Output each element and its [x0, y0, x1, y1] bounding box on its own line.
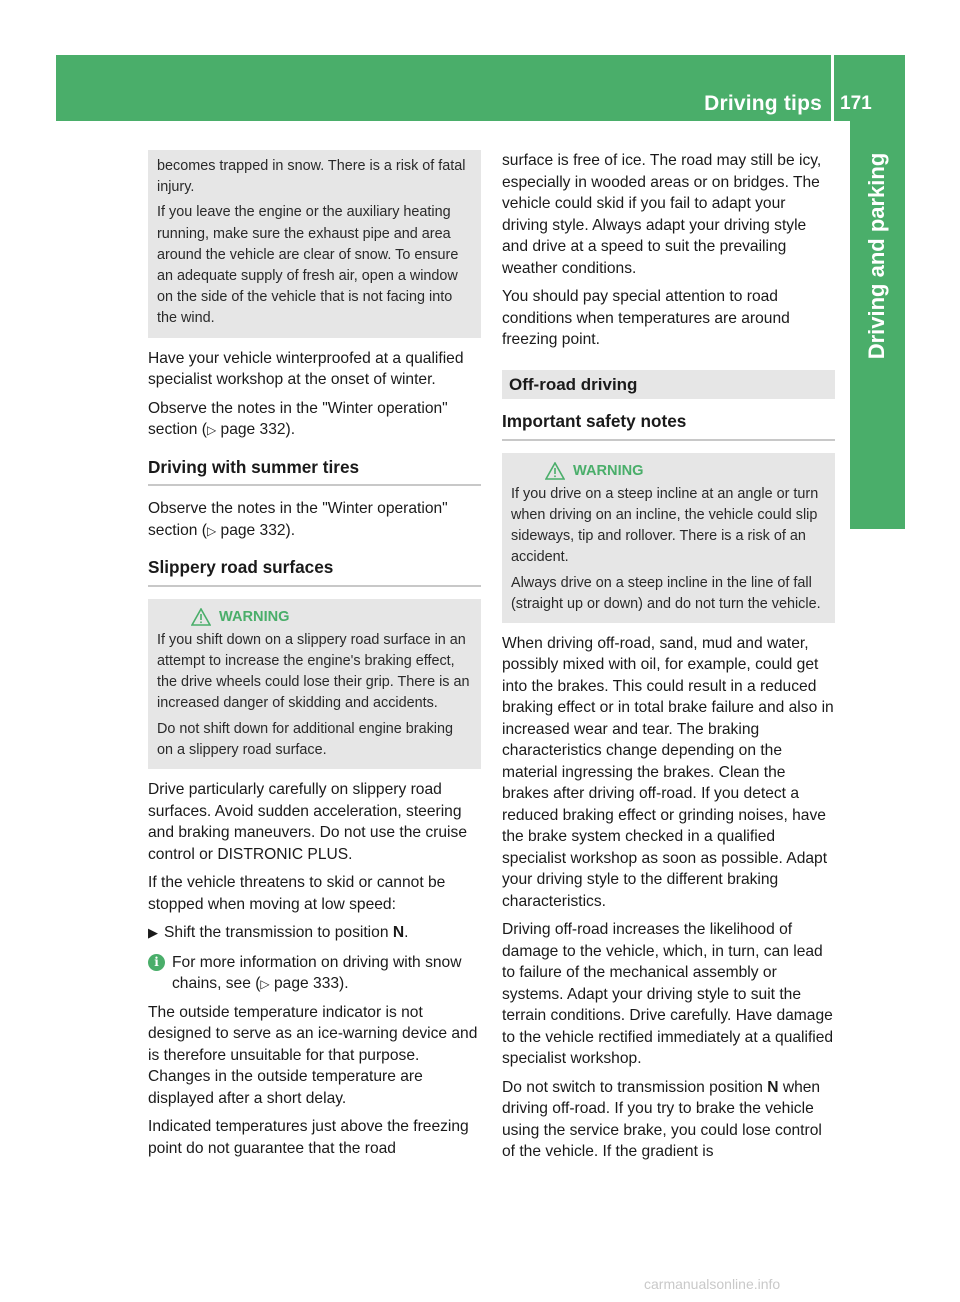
heading-safety-notes: Important safety notes — [502, 411, 835, 441]
page-ref-link[interactable]: page 333). — [274, 975, 349, 993]
section-title: Driving tips — [704, 92, 822, 115]
warning-label: WARNING — [219, 608, 290, 625]
paragraph: surface is free of ice. The road may still be icy, especially in wooded areas or on bridges. The vehicle could skid if you fail to adapt your driving style. Always adapt your driving style and drive at a speed to suit the prevailing weather conditions. — [502, 152, 822, 277]
heading-summer-tires: Driving with summer tires — [148, 457, 481, 487]
paragraph: Observe the notes in the "Winter operation" section (▷ page 332). — [148, 399, 448, 439]
warning-text: If you drive on a steep incline at an angle or turn when driving on an incline, the vehicle could slip sideways, tip and rollover. There is a risk of an accident. — [511, 485, 819, 566]
chapter-marker — [850, 485, 905, 529]
warning-box — [502, 453, 835, 623]
header-divider — [831, 55, 834, 121]
page-ref-link[interactable]: page 332). — [220, 421, 296, 439]
page-ref-icon: ▷ — [260, 977, 270, 992]
paragraph: Drive particularly carefully on slippery road surfaces. Avoid sudden acceleration, steering and braking maneuvers. Do not use the cruise control or DISTRONIC PLUS. — [148, 781, 467, 863]
box-paragraph: becomes trapped in snow. There is a risk of fatal injury. — [157, 158, 466, 196]
warning-header — [511, 461, 826, 482]
paragraph: If the vehicle threatens to skid or cannot be stopped when moving at low speed: — [148, 874, 446, 913]
page-ref-link[interactable]: page 332). — [220, 521, 296, 539]
heading-slippery-roads: Slippery road surfaces — [148, 557, 481, 587]
info-icon: i — [148, 954, 165, 971]
paragraph: When driving off-road, sand, mud and water, possibly mixed with oil, for example, could get into the brakes. This could result in a reduced braking effect or in total brake failure and also in increased wear and tear. The braking characteristics change depending on the material ingressing the brakes. Clean the brakes after driving off-road. If you detect a reduced braking effect or grinding noises, have the brake system checked in a qualified specialist workshop as soon as possible. Adapt your driving style to the different braking characteristics. — [502, 634, 834, 910]
paragraph: Driving off-road increases the likelihood of damage to the vehicle, which, in turn, can lead to failure of the mechanical assembly or systems. Adapt your driving style to suit the terrain conditions. Drive carefully. Have damage to the vehicle rectified immediately at a qualified specialist workshop. — [502, 921, 834, 1068]
warning-icon — [545, 462, 565, 480]
warning-header — [157, 607, 472, 628]
left-column — [148, 150, 481, 1166]
warning-icon — [191, 608, 211, 626]
chapter-tab-label: Driving and parking — [864, 152, 889, 360]
warning-text: Do not shift down for additional engine braking on a slippery road surface. — [157, 720, 453, 758]
paragraph: Have your vehicle winterproofed at a qualified specialist workshop at the onset of winter. — [148, 349, 464, 389]
right-column — [502, 150, 835, 1170]
step-arrow-icon: ▶ — [148, 925, 158, 941]
paragraph: You should pay special attention to road conditions when temperatures are around freezing point. — [502, 288, 790, 348]
paragraph: Do not switch to transmission position N when driving off-road. If you try to brake the vehicle using the service brake, you could lose control of the vehicle. If the gradient is — [502, 1078, 822, 1161]
page-ref-icon: ▷ — [206, 423, 217, 438]
warning-box — [148, 599, 481, 769]
watermark: carmanualsonline.info — [644, 1276, 781, 1292]
info-note: i For more information on driving with snow chains, see (▷ page 333). — [148, 952, 481, 996]
warning-continuation-box — [148, 150, 481, 338]
warning-label: WARNING — [573, 462, 644, 479]
paragraph: The outside temperature indicator is not designed to serve as an ice-warning device and is therefore unsuitable for that purpose. Changes in the outside temperature are displayed after a short delay. — [148, 1003, 478, 1107]
paragraph: Observe the notes in the "Winter operation" section (▷ page 332). — [148, 500, 448, 539]
instruction-step: ▶ Shift the transmission to position N. — [148, 922, 481, 944]
heading-off-road: Off-road driving — [502, 370, 835, 400]
warning-text: Always drive on a steep incline in the line of fall (straight up or down) and do not turn the vehicle. — [511, 574, 821, 612]
box-paragraph: If you leave the engine or the auxiliary heating running, make sure the exhaust pipe and area around the vehicle are clear of snow. To ensure an adequate supply of fresh air, open a window on the side of the vehicle that is not facing into the wind. — [157, 204, 459, 327]
page-number: 171 — [840, 93, 872, 114]
warning-text: If you shift down on a slippery road surface in an attempt to increase the engine's braking effect, the drive wheels could lose their grip. There is an increased danger of skidding and accidents. — [157, 631, 470, 712]
paragraph: Indicated temperatures just above the freezing point do not guarantee that the road — [148, 1118, 469, 1157]
page-ref-icon: ▷ — [206, 523, 217, 538]
